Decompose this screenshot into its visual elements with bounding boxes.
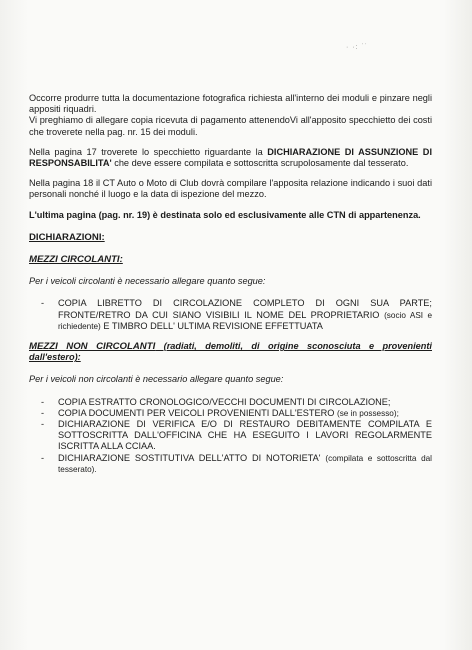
paragraph-page-18: Nella pagina 18 il CT Auto o Moto di Club dovrà compilare l'apposita relazione indicando i suoi dati personali nonché il luogo e la data di ispezione del mezzo. <box>29 178 432 200</box>
responsibility-declaration-title: DICHIARAZIONE DI ASSUNZIONE DI RESPONSABILITA' <box>29 146 432 169</box>
paragraph-payment: Vi preghiamo di allegare copia ricevuta di pagamento attenendoVi all'apposito specchietto dei costi che troverete nella pag. nr. 15 dei moduli. <box>29 115 432 137</box>
non-circolanti-list <box>29 397 432 475</box>
circolanti-intro: Per i veicoli circolanti è necessario allegare quanto segue: <box>29 276 266 287</box>
list-item-note: (compilata e sottoscritta dal tesserato). <box>58 453 432 474</box>
paragraph-page-17 <box>29 147 432 169</box>
list-item-note: (socio ASI e richiedente) <box>58 310 433 331</box>
circolanti-heading: MEZZI CIRCOLANTI: <box>29 254 123 266</box>
list-item-text-tail: E TIMBRO DELL' ULTIMA REVISIONE EFFETTUATA <box>100 320 323 331</box>
last-page-note: L'ultima pagina (pag. nr. 19) è destinata solo ed esclusivamente alle CTN di appartenenza. <box>29 209 421 220</box>
non-circolanti-heading-detail: (radiati, demoliti, di origine sconosciuta e provenienti dall'estero): <box>29 341 432 363</box>
list-item-text: COPIA LIBRETTO DI CIRCOLAZIONE COMPLETO DI OGNI SUA PARTE; FRONTE/RETRO DA CUI SIANO VISIBILI IL NOME DEL PROPRIETARIO <box>58 298 432 320</box>
paragraph-last-page <box>29 210 432 221</box>
dichiarazioni-heading: DICHIARAZIONI: <box>29 231 105 243</box>
list-item <box>29 298 432 332</box>
list-item-text: COPIA DOCUMENTI PER VEICOLI PROVENIENTI DALL'ESTERO <box>58 407 337 418</box>
non-circolanti-heading-title: MEZZI NON CIRCOLANTI <box>29 341 156 353</box>
list-item <box>29 453 432 475</box>
scan-mark: · ·: ˙˙ <box>346 44 369 51</box>
paragraph-page-17-text: Nella pagina 17 troverete lo specchietto riguardante la <box>29 146 268 157</box>
document-body <box>29 93 432 475</box>
paragraph-documentation: Occorre produrre tutta la documentazione fotografica richiesta all'interno dei moduli e pinzare negli appositi riquadri. <box>29 93 432 115</box>
circolanti-list <box>29 298 432 332</box>
list-item: - COPIA ESTRATTO CRONOLOGICO/VECCHI DOCUMENTI DI CIRCOLAZIONE; <box>29 397 432 408</box>
non-circolanti-heading <box>29 341 432 363</box>
list-item-text: DICHIARAZIONE SOSTITUTIVA DELL'ATTO DI NOTORIETA' <box>58 452 326 463</box>
list-item <box>29 408 432 419</box>
non-circolanti-intro: Per i veicoli non circolanti è necessario allegare quanto segue: <box>29 374 284 385</box>
list-item-note: (se in possesso); <box>336 408 399 418</box>
paragraph-page-17-tail: che deve essere compilata e sottoscritta scrupolosamente dal tesserato. <box>111 158 409 169</box>
list-item: - DICHIARAZIONE DI VERIFICA E/O DI RESTAURO DEBITAMENTE COMPILATA E SOTTOSCRITTA DALL'OFFICINA CHE HA ESEGUITO I LAVORI REGOLARMENTE ISCRITTA ALLA CCIAA. <box>29 419 432 453</box>
